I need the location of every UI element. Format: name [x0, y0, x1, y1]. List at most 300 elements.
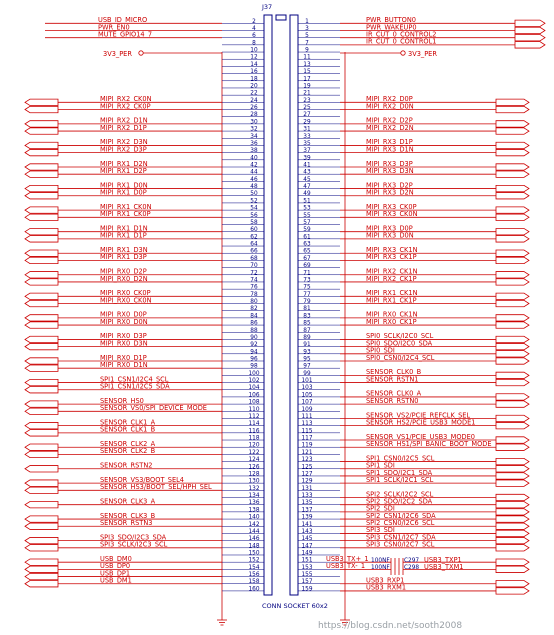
pin-row-right — [298, 112, 340, 118]
pin-row-left — [222, 507, 264, 513]
net-label: MIPI_RX2_CK1P — [366, 274, 417, 283]
power-nets — [103, 47, 437, 58]
pin-number: 99 — [303, 370, 311, 377]
net-label: SPI2_SDO/I2C2_SDA — [366, 497, 433, 506]
pin-row-left — [222, 177, 264, 183]
off-sheet-connector — [496, 530, 529, 536]
pin-number: 48 — [250, 184, 258, 191]
pin-row-left — [222, 112, 264, 118]
net-label: SENSOR_VS0/SPI_DEVICE_MODE — [100, 404, 207, 413]
pin-number: 21 — [303, 90, 311, 97]
cap-value: 100NF — [371, 558, 390, 564]
off-sheet-connector — [496, 516, 529, 522]
off-sheet-connector — [25, 487, 58, 493]
pin-number: 140 — [248, 514, 260, 521]
pin-row-right — [298, 55, 340, 61]
pin-number: 32 — [250, 126, 258, 133]
pin-number: 143 — [301, 528, 313, 535]
pin-number: 45 — [303, 176, 311, 183]
off-sheet-connector — [496, 422, 529, 428]
pin-row-left — [25, 275, 264, 285]
pin-number: 70 — [250, 263, 258, 270]
off-sheet-connector — [25, 279, 58, 285]
pin-row-left — [222, 242, 264, 248]
ground-symbols — [217, 52, 350, 625]
pin-number: 69 — [303, 263, 311, 270]
net-label: SENSOR_VS2/PCIE_REFCLK_SEL — [366, 411, 471, 420]
pin-number: 40 — [250, 155, 258, 162]
pin-number: 66 — [250, 248, 258, 255]
pin-row-right — [298, 91, 340, 97]
pin-number: 103 — [301, 385, 313, 392]
off-sheet-connector — [496, 99, 529, 105]
off-sheet-connector — [25, 336, 58, 342]
pin-row-right — [298, 38, 545, 48]
off-sheet-connector — [496, 207, 529, 213]
off-sheet-connector — [515, 20, 545, 26]
pin-number: 106 — [248, 392, 260, 399]
pin-row-right — [298, 572, 340, 578]
power-port-right — [401, 51, 405, 55]
pin-number: 116 — [248, 428, 260, 435]
off-sheet-connector — [496, 444, 529, 450]
pin-number: 133 — [301, 493, 313, 500]
pin-row-right — [298, 339, 529, 349]
pin-number: 35 — [303, 140, 311, 147]
off-sheet-connector — [25, 193, 58, 199]
pin-row-right — [298, 253, 529, 263]
off-sheet-connector — [25, 401, 58, 407]
pin-number: 150 — [248, 550, 260, 557]
pin-number: 4 — [252, 25, 256, 32]
net-label: MIPI_RX0_D0P — [100, 310, 147, 319]
pin-number: 46 — [250, 176, 258, 183]
off-sheet-connector — [25, 559, 58, 565]
pin-row-left — [222, 40, 264, 46]
pin-row-left — [25, 383, 264, 393]
net-label: SPI0_SCLK/I2C0_SCL — [366, 332, 434, 341]
off-sheet-connector — [496, 228, 529, 234]
pin-number: 12 — [250, 54, 258, 61]
pin-number: 52 — [250, 198, 258, 205]
pin-row-left — [222, 306, 264, 312]
pin-number: 50 — [250, 191, 258, 198]
net-label: MIPI_RX1_D3P — [100, 253, 147, 262]
pin-number: 152 — [248, 557, 260, 564]
net-label: MUTE_GPIO14_7 — [98, 30, 153, 39]
pin-row-left — [25, 497, 264, 507]
net-label: SENSOR_HS2/PCIE_USB3_MODE1 — [366, 418, 476, 427]
cap-ref: C297 — [404, 558, 420, 564]
pin-row-right — [298, 296, 529, 306]
pin-number: 135 — [301, 500, 313, 507]
off-sheet-connector — [25, 236, 58, 242]
net-label: USB3_RXM1 — [366, 583, 407, 592]
pin-row-right — [298, 318, 529, 328]
pin-row-left — [222, 493, 264, 499]
pin-number: 5 — [305, 33, 309, 40]
pin-number: 7 — [305, 40, 309, 47]
net-label: SPI1_CSN0/I2C5_SCL — [366, 454, 435, 463]
net-label: MIPI_RX1_D2N — [100, 159, 148, 168]
pin-row-right — [298, 16, 545, 26]
off-sheet-connector — [496, 142, 529, 148]
pin-row-left — [25, 404, 264, 414]
net-label: SPI1_SCLK/I2C1_SCL — [366, 475, 434, 484]
pin-number: 94 — [250, 349, 258, 356]
pin-number: 142 — [248, 521, 260, 528]
off-sheet-connector — [25, 300, 58, 306]
pin-row-left — [222, 48, 264, 54]
off-sheet-connector — [25, 272, 58, 278]
net-label: SENSOR_HS0 — [100, 396, 144, 405]
pin-number: 146 — [248, 536, 260, 543]
net-label: PWR_EN0 — [98, 23, 130, 32]
pin-row-right — [298, 69, 340, 75]
off-sheet-connector — [25, 358, 58, 364]
pin-number: 137 — [301, 507, 313, 514]
pin-number: 117 — [301, 435, 313, 442]
net-label: SENSOR_CLK0_B — [366, 368, 422, 377]
net-label: MIPI_RX3_D0P — [366, 224, 413, 233]
off-sheet-connector — [25, 573, 58, 579]
net-label: USB_DP1 — [100, 569, 131, 578]
net-label: SPI1_CSN1/I2C5_SDA — [100, 382, 170, 391]
pin-number: 139 — [301, 514, 313, 521]
pin-number: 154 — [248, 564, 260, 571]
pin-row-right — [298, 440, 529, 450]
pin-number: 39 — [303, 155, 311, 162]
pin-row-right — [298, 48, 340, 54]
pin-row-left — [25, 541, 264, 551]
off-sheet-connector — [515, 42, 545, 48]
pin-number: 3 — [305, 25, 309, 32]
pin-row-left — [25, 555, 264, 565]
pin-number: 155 — [301, 572, 313, 579]
ac-coupling-caps — [371, 556, 463, 575]
pin-number: 115 — [301, 428, 313, 435]
net-label: MIPI_RX3_D0N — [366, 231, 414, 240]
pin-row-right — [298, 541, 529, 551]
pin-row-left — [222, 155, 264, 161]
off-sheet-connector — [25, 365, 58, 371]
pin-row-right — [298, 486, 340, 492]
net-label: MIPI_RX2_D3P — [100, 145, 147, 154]
off-sheet-connector — [25, 537, 58, 543]
net-label: MIPI_RX1_D0N — [100, 181, 148, 190]
pin-row-right — [298, 76, 340, 82]
pin-row-left — [45, 16, 264, 25]
net-label: SPI3_SDI — [366, 526, 395, 535]
pin-number: 31 — [303, 126, 311, 133]
pin-number: 59 — [303, 227, 311, 234]
net-label: USB_DP0 — [100, 562, 131, 571]
net-label: SPI3_SDO/I2C3_SDA — [100, 533, 167, 542]
cap-value: 100NF — [371, 565, 390, 571]
off-sheet-connector — [496, 566, 529, 572]
pin-row-right — [298, 275, 529, 285]
pin-row-left — [222, 529, 264, 535]
net-label: MIPI_RX0_CK1N — [366, 310, 418, 319]
net-label: MIPI_RX3_D1N — [366, 145, 414, 154]
net-label: SENSOR_CLK2_B — [100, 447, 156, 456]
off-sheet-connector — [496, 106, 529, 112]
pin-number: 18 — [250, 76, 258, 83]
off-sheet-connector — [496, 394, 529, 400]
net-label: USB_DM1 — [100, 576, 132, 585]
pin-number: 91 — [303, 342, 311, 349]
net-label: MIPI_RX0_CK0P — [100, 289, 151, 298]
net-label: PWR_WAKEUP0 — [366, 23, 417, 32]
pin-number: 58 — [250, 219, 258, 226]
pin-number: 82 — [250, 306, 258, 313]
net-label: MIPI_RX2_D2P — [366, 116, 413, 125]
pin-row-left — [222, 198, 264, 204]
net-label: IR_CUT_0_CONTROL1 — [366, 37, 437, 46]
off-sheet-connector — [496, 257, 529, 263]
pin-number: 17 — [303, 76, 311, 83]
off-sheet-connector — [496, 415, 529, 421]
net-label: MIPI_RX2_D1P — [100, 123, 147, 132]
net-label: SPI2_SDI — [366, 504, 395, 513]
pin-row-right — [298, 134, 340, 140]
net-label: MIPI_RX3_D2P — [366, 181, 413, 190]
net-label: MIPI_RX3_CK0N — [366, 210, 418, 219]
off-sheet-connector — [496, 473, 529, 479]
pin-number: 53 — [303, 205, 311, 212]
net-label: MIPI_RX2_CK0P — [100, 102, 151, 111]
net-label: MIPI_RX2_D1N — [100, 116, 148, 125]
pin-row-left — [45, 30, 264, 39]
net-label: SPI3_CSN1/I2C7_SDA — [366, 533, 436, 542]
off-sheet-connector — [25, 149, 58, 155]
net-label: MIPI_RX0_D3P — [100, 332, 147, 341]
pin-number: 149 — [301, 550, 313, 557]
connector-part-label: CONN SOCKET 60x2 — [262, 602, 328, 610]
off-sheet-connector — [25, 121, 58, 127]
pin-number: 87 — [303, 327, 311, 334]
off-sheet-connector — [496, 480, 529, 486]
pin-number: 57 — [303, 219, 311, 226]
pin-row-right — [298, 83, 340, 89]
pin-row-right — [298, 306, 340, 312]
pin-number: 77 — [303, 291, 311, 298]
pin-row-right — [298, 198, 340, 204]
off-sheet-connector — [25, 480, 58, 486]
pin-row-left — [25, 361, 264, 371]
off-sheet-connector — [25, 128, 58, 134]
pin-row-right — [298, 454, 529, 464]
off-sheet-connector — [25, 228, 58, 234]
pin-number: 30 — [250, 119, 258, 126]
pin-number: 20 — [250, 83, 258, 90]
pin-number: 125 — [301, 464, 313, 471]
pin-number: 10 — [250, 47, 258, 54]
pin-number: 16 — [250, 69, 258, 76]
pin-number: 19 — [303, 83, 311, 90]
net-label: SPI1_CSN1/I2C4_SCL — [100, 375, 169, 384]
pin-number: 92 — [250, 342, 258, 349]
pin-row-left — [25, 102, 264, 112]
pin-number: 130 — [248, 478, 260, 485]
net-label: MIPI_RX1_D3N — [100, 246, 148, 255]
pin-number: 22 — [250, 90, 258, 97]
pin-row-left — [222, 392, 264, 398]
pin-number: 129 — [301, 478, 313, 485]
pin-row-left — [222, 414, 264, 420]
pin-row-right — [298, 418, 529, 428]
net-label: SPI1_SDO/I2C1_SDA — [366, 468, 433, 477]
pin-row-right — [298, 364, 340, 370]
pin-number: 85 — [303, 320, 311, 327]
pin-row-right — [298, 232, 529, 242]
net-label: MIPI_RX0_D1N — [100, 360, 148, 369]
pin-row-right — [298, 210, 529, 220]
pin-number: 131 — [301, 485, 313, 492]
pin-row-left — [25, 483, 264, 493]
pin-number: 11 — [303, 54, 311, 61]
pin-number: 93 — [303, 349, 311, 356]
net-label: MIPI_RX1_CK0P — [100, 210, 151, 219]
net-label: SPI0_SDI — [366, 346, 395, 355]
off-sheet-connector — [496, 351, 529, 357]
pin-number: 1 — [305, 18, 309, 25]
pin-number: 36 — [250, 140, 258, 147]
pin-number: 147 — [301, 543, 313, 550]
pin-number: 157 — [301, 579, 313, 586]
pin-number: 68 — [250, 255, 258, 262]
net-label: MIPI_RX0_D2P — [100, 267, 147, 276]
pin-row-right — [298, 285, 340, 291]
net-label: USB3_TX+_1 — [326, 554, 369, 563]
pin-number: 98 — [250, 363, 258, 370]
pin-row-left — [222, 457, 264, 463]
net-label: SENSOR_HS3/BOOT_SEL/HPH_SEL — [100, 483, 212, 492]
pin-number: 65 — [303, 248, 311, 255]
net-label: MIPI_RX0_D0N — [100, 317, 148, 326]
pin-row-right — [298, 167, 529, 177]
net-label: MIPI_RX2_D3N — [100, 138, 148, 147]
pin-row-right — [298, 145, 529, 155]
pin-number: 8 — [252, 40, 256, 47]
pin-number: 51 — [303, 198, 311, 205]
net-label: SENSOR_CLK3_B — [100, 511, 156, 520]
pin-row-left — [222, 349, 264, 355]
off-sheet-connector — [496, 358, 529, 364]
pin-number: 84 — [250, 313, 258, 320]
pin-number: 44 — [250, 169, 258, 176]
connector-key — [276, 15, 286, 20]
net-label: SENSOR_VS3/BOOT_SEL4 — [100, 475, 184, 484]
net-label: SPI0_SDO/I2C0_SDA — [366, 339, 433, 348]
off-sheet-connector — [25, 322, 58, 328]
net-label: MIPI_RX1_D0P — [100, 188, 147, 197]
pin-number: 126 — [248, 464, 260, 471]
off-sheet-connector — [25, 444, 58, 450]
pin-number: 134 — [248, 493, 260, 500]
off-sheet-connector — [496, 466, 529, 472]
off-sheet-connector — [496, 372, 529, 378]
pin-row-left — [25, 426, 264, 436]
net-label: SENSOR_RSTN0 — [366, 396, 419, 405]
off-sheet-connector — [496, 559, 529, 565]
pin-row-left — [25, 318, 264, 328]
cap-net: USB3_TXP1 — [424, 556, 462, 564]
pin-number: 61 — [303, 234, 311, 241]
pin-row-left — [222, 263, 264, 269]
pin-number: 37 — [303, 148, 311, 155]
pin-number: 29 — [303, 119, 311, 126]
off-sheet-connector — [25, 523, 58, 529]
pin-row-right — [298, 577, 529, 587]
net-label: SPI2_CSN1/I2C6_SDA — [366, 511, 436, 520]
net-label: MIPI_RX2_CK1N — [366, 267, 418, 276]
pin-row-left — [222, 586, 264, 592]
pin-row-left — [25, 339, 264, 349]
net-label: MIPI_RX2_D2N — [366, 123, 414, 132]
net-label: MIPI_RX2_D0P — [366, 95, 413, 104]
net-label: SPI2_SCLK/I2C2_SCL — [366, 490, 434, 499]
pin-number: 6 — [252, 33, 256, 40]
pin-row-left — [45, 23, 264, 32]
pin-number: 107 — [301, 399, 313, 406]
pin-number: 132 — [248, 485, 260, 492]
pin-number: 27 — [303, 112, 311, 119]
pin-number: 121 — [301, 449, 313, 456]
connector-body-left — [264, 15, 272, 595]
pin-row-left — [25, 124, 264, 134]
off-sheet-connector — [496, 293, 529, 299]
off-sheet-connector — [25, 106, 58, 112]
net-label: MIPI_RX3_D3N — [366, 166, 414, 175]
pin-number: 56 — [250, 212, 258, 219]
off-sheet-connector — [496, 523, 529, 529]
pin-number: 71 — [303, 270, 311, 277]
off-sheet-connector — [25, 466, 58, 472]
pin-row-left — [222, 83, 264, 89]
pin-number: 90 — [250, 334, 258, 341]
off-sheet-connector — [25, 516, 58, 522]
pin-row-left — [25, 562, 264, 572]
pin-row-left — [25, 447, 264, 457]
off-sheet-connector — [496, 185, 529, 191]
pin-row-left — [222, 436, 264, 442]
net-label: MIPI_RX1_CK0N — [100, 202, 152, 211]
pin-number: 24 — [250, 97, 258, 104]
pin-number: 38 — [250, 148, 258, 155]
pin-number: 67 — [303, 255, 311, 262]
net-label: MIPI_RX3_CK1P — [366, 253, 417, 262]
pin-number: 79 — [303, 299, 311, 306]
pin-number: 101 — [301, 378, 313, 385]
pin-number: 88 — [250, 327, 258, 334]
pin-number: 104 — [248, 385, 260, 392]
net-label: MIPI_RX3_D3P — [366, 159, 413, 168]
pin-number: 73 — [303, 277, 311, 284]
pin-number: 86 — [250, 320, 258, 327]
off-sheet-connector — [496, 279, 529, 285]
net-label: SPI3_SCLK/I2C3_SCL — [100, 540, 168, 549]
pin-number: 15 — [303, 69, 311, 76]
watermark: https://blog.csdn.net/sooth2008 — [318, 621, 463, 631]
off-sheet-connector — [25, 379, 58, 385]
pin-row-left — [222, 371, 264, 377]
off-sheet-connector — [496, 171, 529, 177]
net-label: MIPI_RX0_D1P — [100, 353, 147, 362]
pin-number: 78 — [250, 291, 258, 298]
pin-row-left — [222, 76, 264, 82]
off-sheet-connector — [496, 343, 529, 349]
